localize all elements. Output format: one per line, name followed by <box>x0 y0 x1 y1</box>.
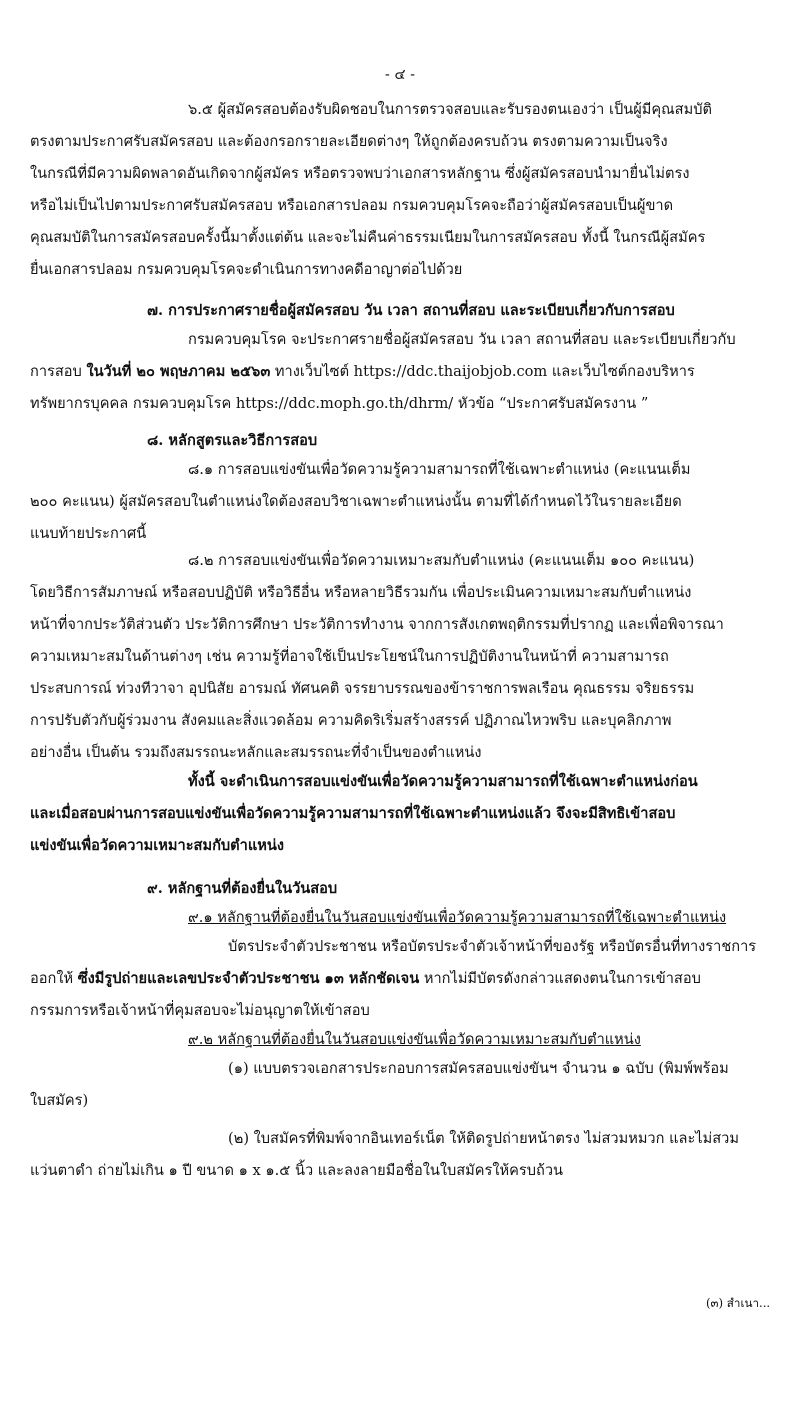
s9-2-item-1-line-1: (๑) แบบตรวจเอกสารประกอบการสมัครสอบแข่งขันฯ จำนวน ๑ ฉบับ (พิมพ์พร้อม <box>228 1060 729 1077</box>
s9-2-item-2-line-1: (๒) ใบสมัครที่พิมพ์จากอินเทอร์เน็ต ให้ติดรูปถ่ายหน้าตรง ไม่สวมหมวก และไม่สวม <box>228 1130 739 1147</box>
s9-2-item-1-line-2: ใบสมัคร) <box>30 1092 89 1109</box>
s8-1-line-2: ๒๐๐ คะแนน) ผู้สมัครสอบในตำแหน่งใดต้องสอบวิชาเฉพาะตำแหน่งนั้น ตามที่ได้กำหนดไว้ในรายละเอียด <box>30 493 682 510</box>
s65-line-6: ยื่นเอกสารปลอม กรมควบคุมโรคจะดำเนินการทางคดีอาญาต่อไปด้วย <box>30 261 463 278</box>
s8-2-line-7: อย่างอื่น เป็นต้น รวมถึงสมรรถนะหลักและสมรรถนะที่จำเป็นของตำแหน่ง <box>30 744 482 761</box>
section-9-heading: ๙. หลักฐานที่ต้องยื่นในวันสอบ <box>147 880 338 897</box>
section-8-heading: ๘. หลักสูตรและวิธีการสอบ <box>147 432 318 449</box>
s8-2-line-1: ๘.๒ การสอบแข่งขันเพื่อวัดความเหมาะสมกับตำแหน่ง (คะแนนเต็ม ๑๐๐ คะแนน) <box>188 552 695 569</box>
s7-line-1: กรมควบคุมโรค จะประกาศรายชื่อผู้สมัครสอบ วัน เวลา สถานที่สอบ และระเบียบเกี่ยวกับ <box>188 331 736 348</box>
s9-2-item-2-line-2: แว่นตาดำ ถ่ายไม่เกิน ๑ ปี ขนาด ๑ x ๑.๕ นิ้ว และลงลายมือชื่อในใบสมัครให้ครบถ้วน <box>30 1162 564 1179</box>
s8-2-line-3: หน้าที่จากประวัติส่วนตัว ประวัติการศึกษา ประวัติการทำงาน จากการสังเกตพฤติกรรมที่ปรากฏ และเพื่อพิจารณา <box>30 616 724 633</box>
s8-1-line-1: ๘.๑ การสอบแข่งขันเพื่อวัดความรู้ความสามารถที่ใช้เฉพาะตำแหน่ง (คะแนนเต็ม <box>188 461 691 478</box>
s8-2-line-5: ประสบการณ์ ท่วงทีวาจา อุปนิสัย อารมณ์ ทัศนคติ จรรยาบรรณของข้าราชการพลเรือน คุณธรรม จริยธรรม <box>30 680 695 697</box>
s65-line-5: คุณสมบัติในการสมัครสอบครั้งนี้มาตั้งแต่ต้น และจะไม่คืนค่าธรรมเนียมในการสมัครสอบ ทั้งนี้ ในกรณีผู้สมัคร <box>30 229 706 246</box>
s65-line-4: หรือไม่เป็นไปตามประกาศรับสมัครสอบ หรือเอกสารปลอม กรมควบคุมโรคจะถือว่าผู้สมัครสอบเป็นผู้ขาด <box>30 197 674 214</box>
s9-1-line-3: กรรมการหรือเจ้าหน้าที่คุมสอบจะไม่อนุญาตให้เข้าสอบ <box>30 1002 370 1019</box>
s65-line-3: ในกรณีที่มีความผิดพลาดอันเกิดจากผู้สมัคร หรือตรวจพบว่าเอกสารหลักฐาน ซึ่งผู้สมัครสอบนำมายื่นไม่ตรง <box>30 165 690 182</box>
s8-2-line-2: โดยวิธีการสัมภาษณ์ หรือสอบปฏิบัติ หรือวิธีอื่น หรือหลายวิธีรวมกัน เพื่อประเมินความเหมาะสมกับตำแหน่ง <box>30 584 692 601</box>
s9-1-line-2: ออกให้ ซึ่งมีรูปถ่ายและเลขประจำตัวประชาชน ๑๓ หลักชัดเจน หากไม่มีบัตรดังกล่าวแสดงตนในการเข้าสอบ <box>30 970 701 987</box>
page-number: - ๔ - <box>384 66 416 83</box>
s9-1-subheading: ๙.๑ หลักฐานที่ต้องยื่นในวันสอบแข่งขันเพื่อวัดความรู้ความสามารถที่ใช้เฉพาะตำแหน่ง <box>188 909 727 926</box>
s7-line-2: การสอบ ในวันที่ ๒๐ พฤษภาคม ๒๕๖๓ ทางเว็บไซต์ https://ddc.thaijobjob.com และเว็บไซต์กองบริหาร <box>30 363 695 380</box>
continuation-note: (๓) สำเนา... <box>706 1296 771 1310</box>
s65-line-2: ตรงตามประกาศรับสมัครสอบ และต้องกรอกรายละเอียดต่างๆ ให้ถูกต้องครบถ้วน ตรงตามความเป็นจริง <box>30 133 668 150</box>
section-7-heading: ๗. การประกาศรายชื่อผู้สมัครสอบ วัน เวลา สถานที่สอบ และระเบียบเกี่ยวกับการสอบ <box>147 302 675 319</box>
s8-note-line-1: ทั้งนี้ จะดำเนินการสอบแข่งขันเพื่อวัดความรู้ความสามารถที่ใช้เฉพาะตำแหน่งก่อน <box>188 773 698 790</box>
id-requirement: ซึ่งมีรูปถ่ายและเลขประจำตัวประชาชน ๑๓ หลักชัดเจน <box>77 970 420 987</box>
s8-1-line-3: แนบท้ายประกาศนี้ <box>30 525 147 542</box>
s8-note-line-2: และเมื่อสอบผ่านการสอบแข่งขันเพื่อวัดความรู้ความสามารถที่ใช้เฉพาะตำแหน่งแล้ว จึงจะมีสิทธิเข้าสอบ <box>30 805 676 822</box>
s9-2-subheading: ๙.๒ หลักฐานที่ต้องยื่นในวันสอบแข่งขันเพื่อวัดความเหมาะสมกับตำแหน่ง <box>188 1031 641 1048</box>
s9-1-line-1: บัตรประจำตัวประชาชน หรือบัตรประจำตัวเจ้าหน้าที่ของรัฐ หรือบัตรอื่นที่ทางราชการ <box>228 938 757 955</box>
s8-2-line-4: ความเหมาะสมในด้านต่างๆ เช่น ความรู้ที่อาจใช้เป็นประโยชน์ในการปฏิบัติงานในหน้าที่ ความสามารถ <box>30 648 669 665</box>
s65-line-1: ๖.๕ ผู้สมัครสอบต้องรับผิดชอบในการตรวจสอบและรับรองตนเองว่า เป็นผู้มีคุณสมบัติ <box>188 101 712 118</box>
s7-line-3: ทรัพยากรบุคคล กรมควบคุมโรค https://ddc.moph.go.th/dhrm/ หัวข้อ “ประกาศรับสมัครงาน ” <box>30 395 649 412</box>
s8-note-line-3: แข่งขันเพื่อวัดความเหมาะสมกับตำแหน่ง <box>30 837 284 854</box>
s8-2-line-6: การปรับตัวกับผู้ร่วมงาน สังคมและสิ่งแวดล้อม ความคิดริเริ่มสร้างสรรค์ ปฏิภาณไหวพริบ และบุคลิกภาพ <box>30 712 672 729</box>
announcement-date: ในวันที่ ๒๐ พฤษภาคม ๒๕๖๓ <box>86 363 271 380</box>
